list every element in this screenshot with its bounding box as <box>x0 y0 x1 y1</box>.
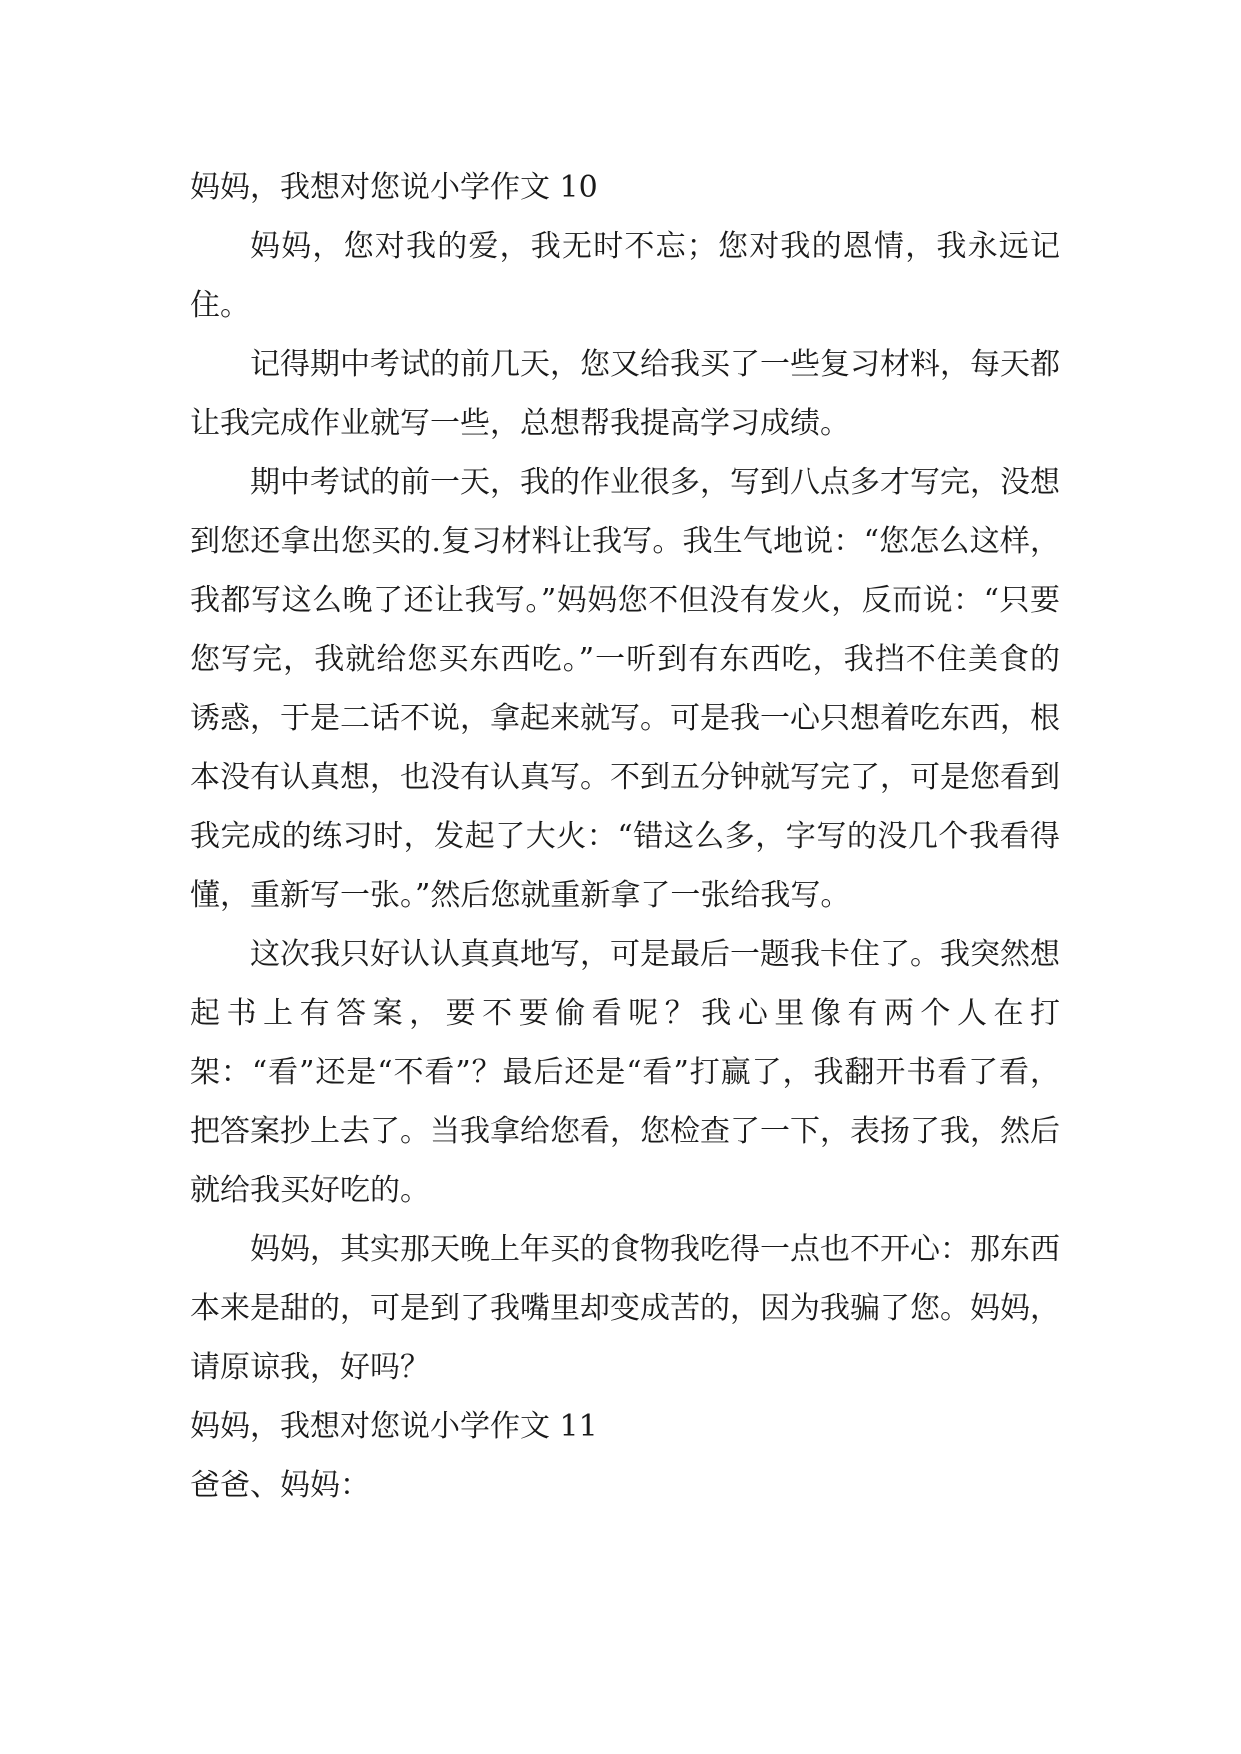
essay-10-paragraph-2: 记得期中考试的前几天，您又给我买了一些复习材料，每天都让我完成作业就写一些，总想帮我提高学习成绩。 <box>190 347 1060 441</box>
essay-10-paragraph-4: 这次我只好认认真真地写，可是最后一题我卡住了。我突然想起书上有答案，要不要偷看呢？我心里像有两个人在打架：“看”还是“不看”？最后还是“看”打赢了，我翻开书看了看，把答案抄上去了。当我拿给您看，您检查了一下，表扬了我，然后就给我买好吃的。 <box>190 937 1060 1208</box>
document-page <box>190 158 1060 1515</box>
essay-10-paragraph-3: 期中考试的前一天，我的作业很多，写到八点多才写完，没想到您还拿出您买的.复习材料让我写。我生气地说：“您怎么这样，我都写这么晚了还让我写。”妈妈您不但没有发火，反而说：“只要您写完，我就给您买东西吃。”一听到有东西吃，我挡不住美食的诱惑，于是二话不说，拿起来就写。可是我一心只想着吃东西，根本没有认真想，也没有认真写。不到五分钟就写完了，可是您看到我完成的练习时，发起了大火：“错这么多，字写的没几个我看得懂，重新写一张。”然后您就重新拿了一张给我写。 <box>190 465 1060 913</box>
essay-10-paragraph-1: 妈妈，您对我的爱，我无时不忘；您对我的恩情，我永远记住。 <box>190 229 1060 323</box>
essay-11-salutation: 爸爸、妈妈： <box>190 1468 370 1503</box>
essay-title-11: 妈妈，我想对您说小学作文 11 <box>190 1409 598 1444</box>
essay-10-paragraph-5: 妈妈，其实那天晚上年买的食物我吃得一点也不开心：那东西本来是甜的，可是到了我嘴里却变成苦的，因为我骗了您。妈妈，请原谅我，好吗？ <box>190 1232 1060 1385</box>
essay-title-10: 妈妈，我想对您说小学作文 10 <box>190 170 598 205</box>
